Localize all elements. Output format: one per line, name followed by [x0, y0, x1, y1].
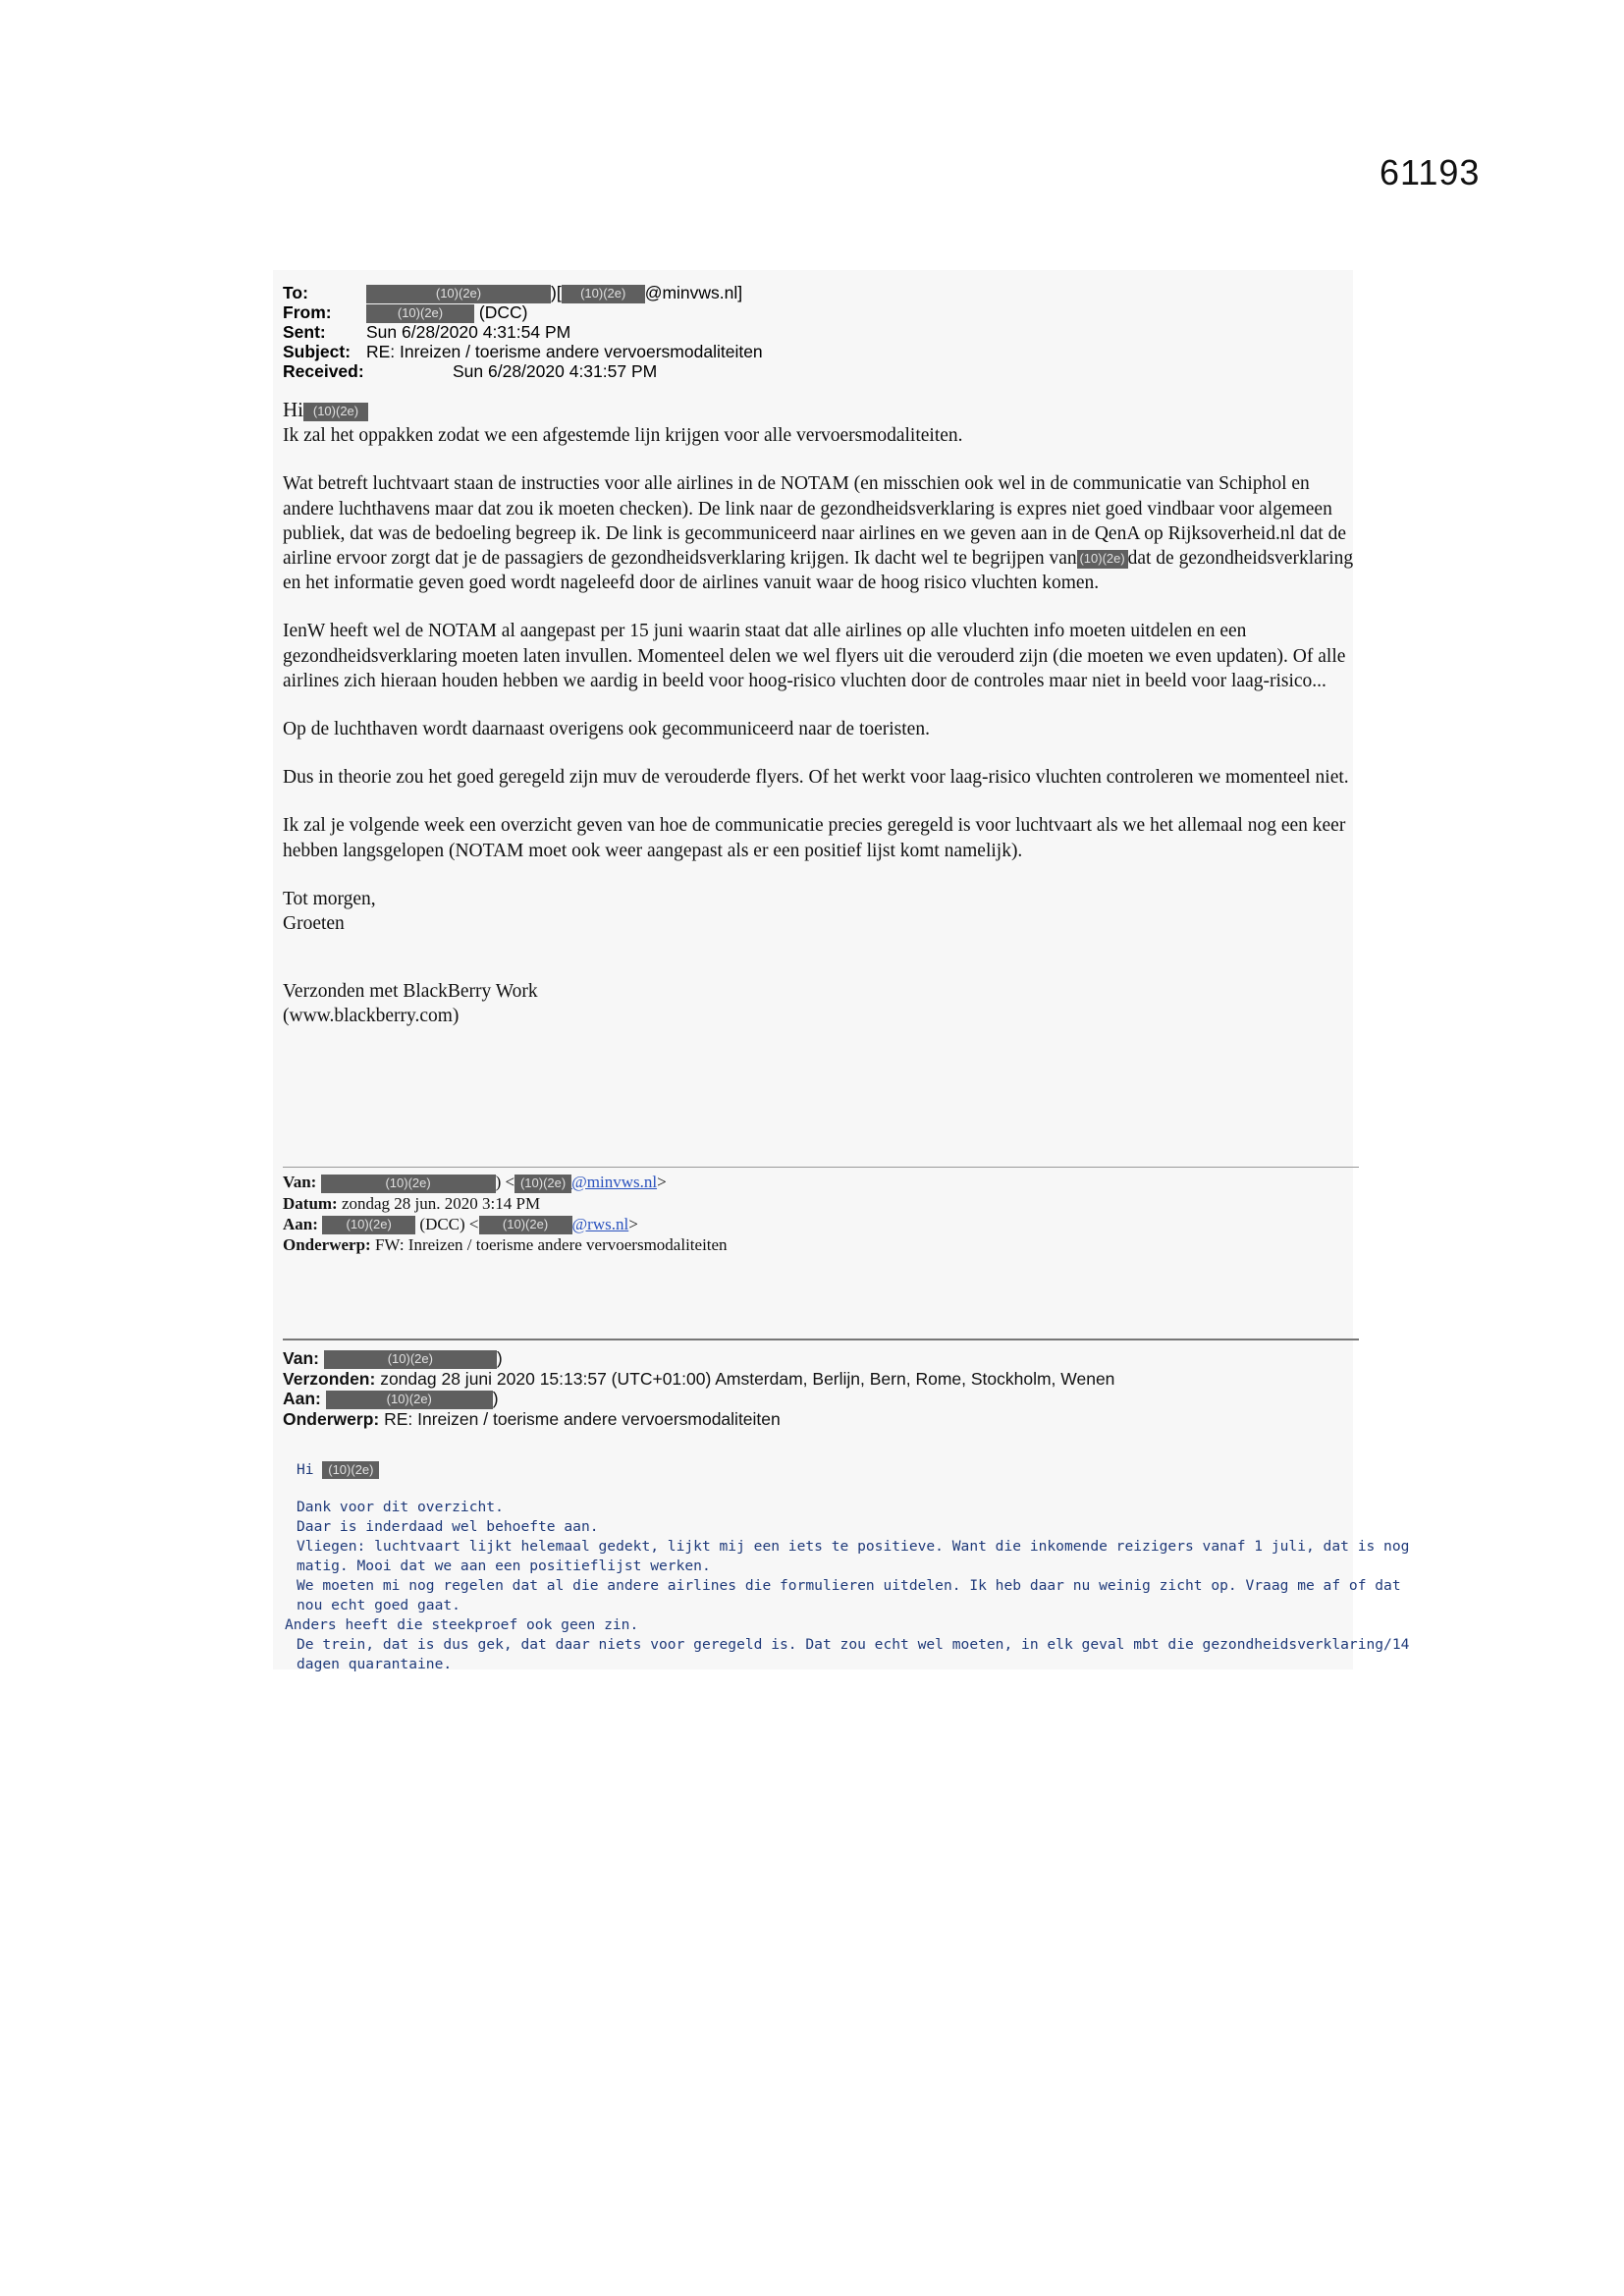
van-label: Van: [283, 1173, 317, 1191]
van-label: Van: [283, 1348, 319, 1368]
van-separator: ) < [495, 1173, 515, 1191]
signature-line: Verzonden met BlackBerry Work [283, 981, 538, 1003]
redaction-box: (10)(2e) [366, 304, 474, 323]
onderwerp-value: RE: Inreizen / toerisme andere vervoersmodaliteiten [384, 1409, 781, 1430]
redaction-box: (10)(2e) [479, 1216, 572, 1234]
body-line: matig. Mooi dat we aan een positieflijst werken. [297, 1558, 711, 1574]
forward-header [283, 1172, 728, 1255]
redaction-box: (10)(2e) [514, 1175, 571, 1193]
onderwerp-value: FW: Inreizen / toerisme andere vervoersmodaliteiten [374, 1235, 728, 1255]
greeting [283, 398, 1358, 423]
redaction-box: (10)(2e) [562, 285, 645, 303]
email-body [283, 398, 1358, 1053]
body-line: We moeten mi nog regelen dat al die andere airlines die formulieren uitdelen. Ik heb daar nu weinig zicht op. Vraag me af of dat [297, 1577, 1401, 1594]
email-header [283, 283, 763, 381]
aan-label: Aan: [283, 1389, 321, 1409]
body-line: Daar is inderdaad wel behoefte aan. [297, 1518, 599, 1535]
closing [283, 887, 1358, 936]
signature [283, 979, 1358, 1028]
signature-line: (www.blackberry.com) [283, 1006, 460, 1027]
to-label: To: [283, 283, 308, 302]
van-row [283, 1348, 1114, 1369]
body-line: Vliegen: luchtvaart lijkt helemaal gedekt, lijkt mij een iets te positieve. Want die inkomende reizigers vanaf 1 juli, dat is nog [297, 1538, 1410, 1555]
verzonden-row [283, 1369, 1114, 1390]
datum-row [283, 1193, 728, 1214]
verzonden-label: Verzonden: [283, 1368, 376, 1389]
redaction-box: (10)(2e) [321, 1175, 496, 1193]
paragraph [283, 471, 1358, 595]
redaction-box: (10)(2e) [366, 285, 551, 303]
received-value: Sun 6/28/2020 4:31:57 PM [453, 361, 658, 381]
received-row [283, 361, 763, 381]
greeting-text: Hi [283, 398, 303, 421]
from-row [283, 302, 763, 322]
paragraph-text: Wat betreft luchtvaart staan de instructies voor alle airlines in de NOTAM (en misschien ook wel in de communicatie van Schiphol en andere luchthavens maar dat zou ik moeten checken). De link naar de gezondheidsverklaring is expres niet goed vindbaar voor algemeen publiek, dat was de bedoeling begreep ik. De link is gecommuniceerd naar airlines en we geven aan in de QenA op Rijksoverheid.nl dat de airline ervoor zorgt dat je de passagiers de gezondheidsverklaring krijgen. Ik dacht wel te begrijpen van [283, 473, 1346, 570]
aan-row [283, 1214, 728, 1235]
verzonden-value: zondag 28 juni 2020 15:13:57 (UTC+01:00) Amsterdam, Berlijn, Bern, Rome, Stockholm, Wenen [380, 1368, 1115, 1389]
greeting-text: Hi [297, 1461, 314, 1478]
van-row [283, 1172, 728, 1193]
body-line: dagen quarantaine. [297, 1656, 453, 1672]
aan-separator: (DCC) < [419, 1214, 479, 1233]
closing-line: Groeten [283, 913, 345, 935]
aan-end: > [628, 1214, 638, 1233]
to-suffix: @minvws.nl] [644, 283, 743, 302]
page-number: 61193 [1380, 152, 1481, 192]
redaction-box: (10)(2e) [322, 1216, 415, 1234]
from-suffix: (DCC) [478, 302, 528, 322]
email-link[interactable]: @minvws.nl [571, 1173, 658, 1191]
closing-line: Tot morgen, [283, 888, 376, 909]
sent-value: Sun 6/28/2020 4:31:54 PM [366, 322, 571, 342]
aan-row [283, 1389, 1114, 1409]
datum-label: Datum: [283, 1193, 338, 1213]
paragraph: Dus in theorie zou het goed geregeld zijn muv de verouderde flyers. Of het werkt voor laag-risico vluchten controleren we momenteel niet. [283, 767, 1349, 789]
to-row [283, 283, 763, 302]
paragraph-text: dat de gezondheidsverklaring en het informatie geven goed wordt nageleefd door de airlines vanuit waar de hoog risico vluchten komen. [283, 548, 1354, 594]
original-header [283, 1348, 1114, 1430]
redaction-box: (10)(2e) [324, 1350, 497, 1369]
redaction-box: (10)(2e) [303, 403, 368, 421]
body-line: nou echt goed gaat. [297, 1597, 460, 1613]
paragraph: Ik zal je volgende week een overzicht geven van hoe de communicatie precies geregeld is voor luchtvaart als we het allemaal nog een keer hebben langsgelopen (NOTAM moet ook weer aangepast als er een positief lijst komt namelijk). [283, 815, 1346, 861]
van-end: ) [496, 1348, 503, 1368]
sent-label: Sent: [283, 322, 326, 342]
subject-label: Subject: [283, 342, 352, 361]
body-line: Dank voor dit overzicht. [297, 1499, 504, 1515]
onderwerp-row [283, 1409, 1114, 1430]
body-line: Anders heeft die steekproef ook geen zin. [285, 1616, 639, 1633]
redaction-box: (10)(2e) [1077, 550, 1128, 569]
van-end: > [657, 1173, 667, 1191]
paragraph: Op de luchthaven wordt daarnaast overigens ook gecommuniceerd naar de toeristen. [283, 719, 930, 740]
from-label: From: [283, 302, 332, 322]
greeting [285, 1460, 1355, 1480]
sent-row [283, 322, 763, 342]
original-body [285, 1460, 1410, 1674]
onderwerp-row [283, 1234, 728, 1255]
received-label: Received: [283, 361, 364, 381]
paragraph: Ik zal het oppakken zodat we een afgestemde lijn krijgen voor alle vervoersmodaliteiten. [283, 425, 963, 447]
paragraph: IenW heeft wel de NOTAM al aangepast per 15 juni waarin staat dat alle airlines op alle vluchten info moeten uitdelen en een gezondheidsverklaring moeten laten invullen. Momenteel delen we wel flyers uit die verouderd zijn (die moeten we even updaten). Of alle airlines zich hieraan houden hebben we aardig in beeld voor hoog-risico vluchten door de controles maar niet in beeld voor laag-risico... [283, 621, 1346, 691]
bracket-sep: )[ [551, 283, 562, 302]
subject-value: RE: Inreizen / toerisme andere vervoersmodaliteiten [366, 342, 763, 361]
divider [283, 1339, 1359, 1340]
body-line: De trein, dat is dus gek, dat daar niets voor geregeld is. Dat zou echt wel moeten, in elk geval mbt die gezondheidsverklaring/14 [297, 1636, 1410, 1653]
aan-end: ) [492, 1389, 499, 1409]
datum-value: zondag 28 jun. 2020 3:14 PM [341, 1193, 541, 1213]
aan-label: Aan: [283, 1214, 318, 1233]
divider [283, 1167, 1359, 1168]
redaction-box: (10)(2e) [326, 1391, 493, 1409]
redaction-box: (10)(2e) [322, 1461, 379, 1480]
onderwerp-label: Onderwerp: [283, 1409, 380, 1430]
email-link[interactable]: @rws.nl [571, 1214, 629, 1233]
onderwerp-label: Onderwerp: [283, 1235, 371, 1255]
subject-row [283, 342, 763, 361]
